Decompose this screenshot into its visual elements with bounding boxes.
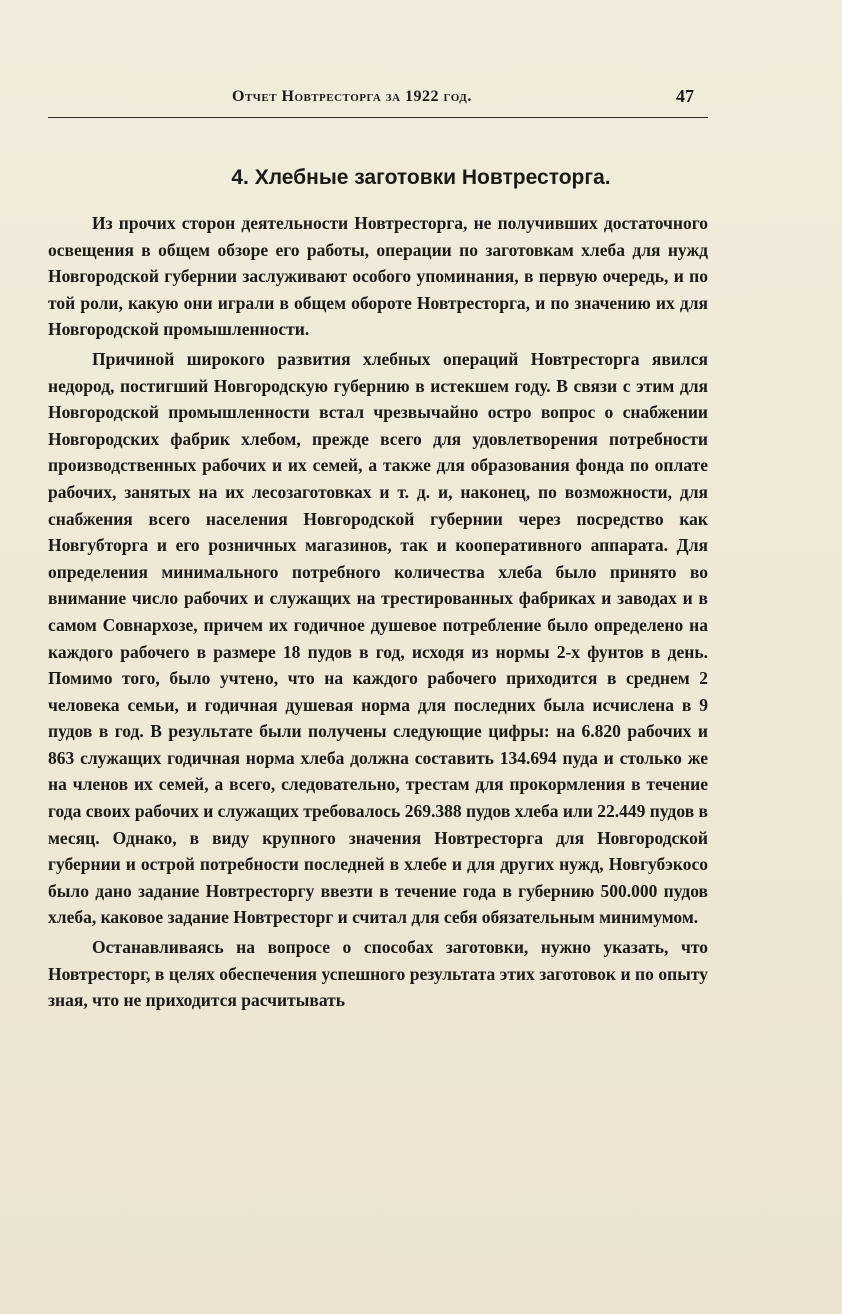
- page-number: 47: [676, 86, 694, 106]
- running-title: Отчет Новтресторга за 1922 год.: [232, 88, 472, 105]
- paragraph: Причиной широкого развития хлебных операций Новтресторга явился недород, постигший Новгородскую губернию в истекшем году. В связи с этим для Новгородской промышленности встал чрезвычайно остро вопрос о снабжении Новгородских фабрик хлебом, прежде всего для удовлетворения потребности производственных рабочих и их семей, а также для образования фонда по оплате рабочих, занятых на их лесозаготовках и т. д. и, наконец, по возможности, для снабжения всего населения Новгородской губернии через посредство как Новгубторга и его розничных магазинов, так и кооперативного аппарата. Для определения минимального потребного количества хлеба было принято во внимание число рабочих и служащих на трестированных фабриках и заводах и в самом Совнархозе, причем их годичное душевое потребление было определено на каждого рабочего в размере 18 пудов в год, исходя из нормы 2-х фунтов в день. Помимо того, было учтено, что на каждого рабочего приходится в среднем 2 человека семьи, и годичная душевая норма для последних была исчислена в 9 пудов в год. В результате были получены следующие цифры: на 6.820 рабочих и 863 служащих годичная норма хлеба должна составить 134.694 пуда и столько же на членов их семей, а всего, следовательно, трестам для прокормления в течение года своих рабочих и служащих требовалось 269.388 пудов хлеба или 22.449 пудов в месяц. Однако, в виду крупного значения Новтресторга для Новгородской губернии и острой потребности последней в хлебе и для других нужд, Новгубэкосо было дано задание Новтресторгу ввезти в течение года в губернию 500.000 пудов хлеба, каковое задание Новтресторг и считал для себя обязательным минимумом.: [48, 348, 708, 928]
- section-title: 4. Хлебные заготовки Новтресторга.: [231, 166, 611, 189]
- body-text: [48, 210, 708, 1014]
- paragraph: Останавливаясь на вопросе о способах заготовки, нужно указать, что Новтресторг, в целях обеспечения успешного результата этих заготовок и по опыту зная, что не приходится расчитывать: [48, 937, 708, 1011]
- paragraph: Из прочих сторон деятельности Новтресторга, не получивших достаточного освещения в общем обзоре его работы, операции по заготовкам хлеба для нужд Новгородской губернии заслуживают особого упоминания, в первую очередь, и по той роли, какую они играли в общем обороте Новтресторга, и по значению их для Новгородской промышленности.: [48, 213, 708, 340]
- header-rule: [48, 117, 708, 118]
- running-header: [0, 84, 842, 114]
